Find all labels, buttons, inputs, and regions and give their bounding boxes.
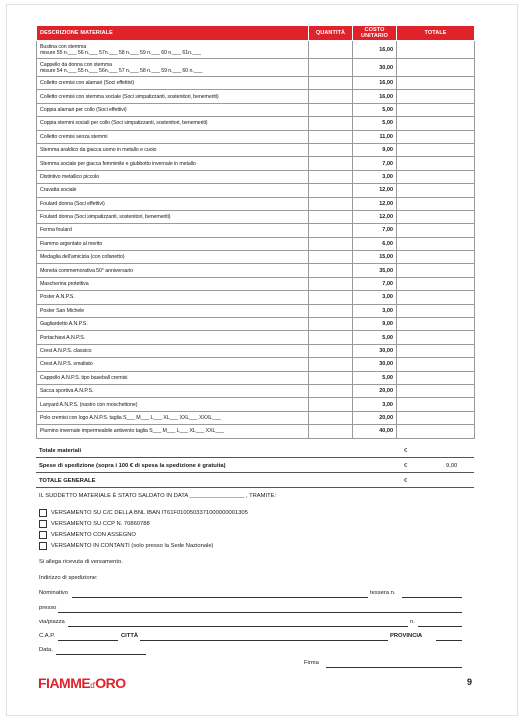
table-row xyxy=(37,170,475,183)
checkbox[interactable] xyxy=(39,509,47,517)
quantity-cell[interactable] xyxy=(309,103,353,116)
checkbox[interactable] xyxy=(39,531,47,539)
quantity-cell[interactable] xyxy=(309,251,353,264)
table-row xyxy=(37,210,475,223)
total-cell[interactable] xyxy=(397,331,475,344)
quantity-cell[interactable] xyxy=(309,130,353,143)
table-row xyxy=(37,277,475,290)
unit-price-cell: 16,00 xyxy=(353,90,397,103)
quantity-cell[interactable] xyxy=(309,197,353,210)
presso-field[interactable] xyxy=(58,612,462,613)
data-label: Data, xyxy=(39,647,53,653)
row-description: Crest A.N.P.S. classico xyxy=(37,344,309,357)
table-row xyxy=(37,103,475,116)
total-cell[interactable] xyxy=(397,384,475,397)
shipping-heading: Indirizzo di spedizione: xyxy=(39,575,98,581)
table-row xyxy=(37,130,475,143)
quantity-cell[interactable] xyxy=(309,184,353,197)
quantity-cell[interactable] xyxy=(309,264,353,277)
cap-label: C.A.P. xyxy=(39,633,56,639)
unit-price-cell: 3,00 xyxy=(353,304,397,317)
total-cell[interactable] xyxy=(397,103,475,116)
quantity-cell[interactable] xyxy=(309,318,353,331)
table-row xyxy=(37,157,475,170)
payment-option-label: VERSAMENTO CON ASSEGNO xyxy=(51,532,136,538)
total-cell[interactable] xyxy=(397,184,475,197)
firma-label: Firma xyxy=(304,660,319,666)
total-cell[interactable] xyxy=(397,90,475,103)
row-description: Coppia alamari per collo (Soci effettivi) xyxy=(37,103,309,116)
header-unit-cost: COSTO UNITARIO xyxy=(353,26,397,41)
table-row xyxy=(37,77,475,90)
table-row xyxy=(37,371,475,384)
total-cell[interactable] xyxy=(397,291,475,304)
total-cell[interactable] xyxy=(397,77,475,90)
row-description: Mascherina protettiva xyxy=(37,277,309,290)
shipping-amount: 9,00 xyxy=(446,463,458,469)
unit-price-cell: 35,00 xyxy=(353,264,397,277)
row-description: Polo cremisi con logo A.N.P.S. taglia S___ M___ L___ XL___ XXL___ XXXL___ xyxy=(37,411,309,424)
unit-price-cell: 16,00 xyxy=(353,41,397,59)
total-materials-currency: € xyxy=(404,448,408,454)
total-cell[interactable] xyxy=(397,210,475,223)
numero-label: n. xyxy=(410,619,415,625)
table-row xyxy=(37,384,475,397)
row-description: Coppia stemmi sociali per collo (Soci simpatizzanti, sostenitori, benemeriti) xyxy=(37,117,309,130)
total-cell[interactable] xyxy=(397,318,475,331)
grand-total-label: TOTALE GENERALE xyxy=(39,478,96,484)
row-description: Poster A.N.P.S. xyxy=(37,291,309,304)
unit-price-cell: 20,00 xyxy=(353,411,397,424)
table-row xyxy=(37,398,475,411)
unit-price-cell: 15,00 xyxy=(353,251,397,264)
unit-price-cell: 30,00 xyxy=(353,344,397,357)
unit-price-cell: 30,00 xyxy=(353,59,397,77)
materials-table xyxy=(36,25,475,439)
divider xyxy=(36,487,474,488)
table-row xyxy=(37,117,475,130)
unit-price-cell: 40,00 xyxy=(353,425,397,438)
quantity-cell[interactable] xyxy=(309,358,353,371)
grand-total-currency: € xyxy=(404,478,408,484)
quantity-cell[interactable] xyxy=(309,41,353,59)
checkbox[interactable] xyxy=(39,542,47,550)
unit-price-cell: 12,00 xyxy=(353,197,397,210)
table-row xyxy=(37,318,475,331)
quantity-cell[interactable] xyxy=(309,384,353,397)
table-row xyxy=(37,425,475,438)
firma-field[interactable] xyxy=(326,667,462,668)
quantity-cell[interactable] xyxy=(309,59,353,77)
row-description: Portachiavi A.N.P.S. xyxy=(37,331,309,344)
unit-price-cell: 12,00 xyxy=(353,184,397,197)
total-cell[interactable] xyxy=(397,251,475,264)
total-cell[interactable] xyxy=(397,344,475,357)
row-description: Foulard donna (Soci simpatizzanti, sostenitori, benemeriti) xyxy=(37,210,309,223)
row-description: Stemma araldico da giacca uomo in metallo e cuoio xyxy=(37,143,309,156)
total-cell[interactable] xyxy=(397,41,475,59)
table-row xyxy=(37,143,475,156)
row-description: Stemma sociale per giacca femminile e giubbotto invernale in metallo xyxy=(37,157,309,170)
row-description: Poster San Michele xyxy=(37,304,309,317)
unit-price-cell: 5,00 xyxy=(353,371,397,384)
payment-option-label: VERSAMENTO SU CCP N. 70860788 xyxy=(51,521,150,527)
table-row xyxy=(37,331,475,344)
row-description: Crest A.N.P.S. smaltato xyxy=(37,358,309,371)
total-cell[interactable] xyxy=(397,170,475,183)
citta-field[interactable] xyxy=(140,640,388,641)
shipping-label: Spese di spedizione (sopra i 100 € di spesa la spedizione è gratuita) xyxy=(39,463,226,469)
row-description-line: misure 55 n.___ 56 n.___ 57n.___ 58 n.___ 59 n.___ 60 n.___ 61n.___ xyxy=(40,49,201,56)
table-row xyxy=(37,197,475,210)
via-label: via/piazza xyxy=(39,619,65,625)
cap-field[interactable] xyxy=(58,640,118,641)
total-cell[interactable] xyxy=(397,237,475,250)
table-body xyxy=(37,41,475,439)
page-number: 9 xyxy=(467,677,473,687)
unit-price-cell: 5,00 xyxy=(353,331,397,344)
header-total: TOTALE xyxy=(397,26,475,41)
total-cell[interactable] xyxy=(397,117,475,130)
unit-price-cell: 11,00 xyxy=(353,130,397,143)
provincia-label: PROVINCIA xyxy=(390,633,423,639)
row-description: Lanyard A.N.P.S. (nastro con moschettone) xyxy=(37,398,309,411)
nominativo-field[interactable] xyxy=(72,597,368,598)
total-materials-label: Totale materiali xyxy=(39,448,82,454)
table-row xyxy=(37,411,475,424)
row-description: Cravatta sociale xyxy=(37,184,309,197)
tessera-label: tessera n. xyxy=(370,590,396,596)
unit-price-cell: 3,00 xyxy=(353,170,397,183)
payment-option-label: VERSAMENTO IN CONTANTI (solo presso la Sede Nazionale) xyxy=(51,543,214,549)
provincia-field[interactable] xyxy=(436,640,462,641)
row-description: Colletto cremisi con alamari (Soci effettivi) xyxy=(37,77,309,90)
table-row xyxy=(37,237,475,250)
header-description: DESCRIZIONE MATERIALE xyxy=(37,26,309,41)
fiamme-doro-logo: FIAMMEd'ORO xyxy=(38,675,126,691)
total-cell[interactable] xyxy=(397,371,475,384)
row-description: Distintivo metallico piccolo xyxy=(37,170,309,183)
total-cell[interactable] xyxy=(397,425,475,438)
payment-option-ccp[interactable] xyxy=(39,520,150,528)
quantity-cell[interactable] xyxy=(309,77,353,90)
quantity-cell[interactable] xyxy=(309,344,353,357)
quantity-cell[interactable] xyxy=(309,90,353,103)
quantity-cell[interactable] xyxy=(309,237,353,250)
unit-price-cell: 3,00 xyxy=(353,398,397,411)
unit-price-cell: 7,00 xyxy=(353,224,397,237)
total-cell[interactable] xyxy=(397,411,475,424)
total-cell[interactable] xyxy=(397,358,475,371)
quantity-cell[interactable] xyxy=(309,170,353,183)
total-cell[interactable] xyxy=(397,304,475,317)
row-description xyxy=(37,41,309,59)
paid-statement: IL SUDDETTO MATERIALE È STATO SALDATO IN DATA _________________ , TRAMITE: xyxy=(39,493,277,499)
total-cell[interactable] xyxy=(397,59,475,77)
tessera-field[interactable] xyxy=(402,597,462,598)
total-cell[interactable] xyxy=(397,264,475,277)
quantity-cell[interactable] xyxy=(309,157,353,170)
table-row xyxy=(37,344,475,357)
quantity-cell[interactable] xyxy=(309,304,353,317)
quantity-cell[interactable] xyxy=(309,411,353,424)
row-description: Piumino invernale impermeabile antivento taglia S___ M___ L___ XL___ XXL___ xyxy=(37,425,309,438)
total-cell[interactable] xyxy=(397,197,475,210)
table-row xyxy=(37,358,475,371)
row-description: Fiammo argentato al merito xyxy=(37,237,309,250)
table-row xyxy=(37,59,475,77)
quantity-cell[interactable] xyxy=(309,398,353,411)
unit-price-cell: 16,00 xyxy=(353,77,397,90)
row-description: Ferma foulard xyxy=(37,224,309,237)
nominativo-label: Nominativo xyxy=(39,590,68,596)
total-cell[interactable] xyxy=(397,157,475,170)
payment-option-label: VERSAMENTO SU C/C DELLA BNL IBAN IT61F0100503371000000001305 xyxy=(51,510,248,516)
table-row xyxy=(37,90,475,103)
unit-price-cell: 9,00 xyxy=(353,143,397,156)
table-row xyxy=(37,184,475,197)
table-row xyxy=(37,264,475,277)
unit-price-cell: 9,00 xyxy=(353,318,397,331)
numero-field[interactable] xyxy=(418,626,462,627)
row-description: Gagliardetto A.N.P.S. xyxy=(37,318,309,331)
row-description: Moneta commemorativa 50° anniversario xyxy=(37,264,309,277)
table-row xyxy=(37,224,475,237)
total-cell[interactable] xyxy=(397,224,475,237)
total-cell[interactable] xyxy=(397,398,475,411)
quantity-cell[interactable] xyxy=(309,143,353,156)
shipping-currency: € xyxy=(404,463,408,469)
table-row xyxy=(37,41,475,59)
header-quantity: QUANTITÀ xyxy=(309,26,353,41)
quantity-cell[interactable] xyxy=(309,277,353,290)
receipt-note: Si allega ricevuta di versamento. xyxy=(39,559,123,565)
divider xyxy=(36,472,474,473)
unit-price-cell: 5,00 xyxy=(353,103,397,116)
unit-price-cell: 20,00 xyxy=(353,384,397,397)
citta-label: CITTÀ xyxy=(121,633,139,639)
payment-option-contanti[interactable] xyxy=(39,542,213,550)
quantity-cell[interactable] xyxy=(309,291,353,304)
quantity-cell[interactable] xyxy=(309,210,353,223)
row-description: Medaglia dell'amicizia (con cofanetto) xyxy=(37,251,309,264)
payment-option-assegno[interactable] xyxy=(39,531,136,539)
unit-price-cell: 6,00 xyxy=(353,237,397,250)
quantity-cell[interactable] xyxy=(309,371,353,384)
data-field[interactable] xyxy=(56,654,146,655)
payment-option-bnl[interactable] xyxy=(39,509,248,517)
table-row xyxy=(37,291,475,304)
total-cell[interactable] xyxy=(397,277,475,290)
table-row xyxy=(37,251,475,264)
quantity-cell[interactable] xyxy=(309,331,353,344)
quantity-cell[interactable] xyxy=(309,117,353,130)
row-description-line: misure 54 n.___ 55 n.___ 56n.___ 57 n.___ 58 n.___ 59 n.___ 60 n.___ xyxy=(40,67,203,74)
quantity-cell[interactable] xyxy=(309,224,353,237)
table-header-row xyxy=(37,26,475,41)
row-description: Sacca sportiva A.N.P.S. xyxy=(37,384,309,397)
total-cell[interactable] xyxy=(397,143,475,156)
quantity-cell[interactable] xyxy=(309,425,353,438)
row-description: Colletto cremisi con stemma sociale (Soci simpatizzanti, sostenitori, benemeriti) xyxy=(37,90,309,103)
total-cell[interactable] xyxy=(397,130,475,143)
table-row xyxy=(37,304,475,317)
row-description: Cappello A.N.P.S. tipo baseball cremisi xyxy=(37,371,309,384)
via-field[interactable] xyxy=(68,626,408,627)
presso-label: presso xyxy=(39,605,57,611)
unit-price-cell: 12,00 xyxy=(353,210,397,223)
row-description xyxy=(37,59,309,77)
row-description: Foulard donna (Soci effettivi) xyxy=(37,197,309,210)
unit-price-cell: 3,00 xyxy=(353,291,397,304)
unit-price-cell: 7,00 xyxy=(353,277,397,290)
row-description-line: Bustina con stemma xyxy=(40,43,87,50)
unit-price-cell: 7,00 xyxy=(353,157,397,170)
unit-price-cell: 5,00 xyxy=(353,117,397,130)
checkbox[interactable] xyxy=(39,520,47,528)
divider xyxy=(36,457,474,458)
row-description: Colletto cremisi senza stemmi xyxy=(37,130,309,143)
row-description-line: Cappello da donna con stemma xyxy=(40,61,112,68)
unit-price-cell: 30,00 xyxy=(353,358,397,371)
